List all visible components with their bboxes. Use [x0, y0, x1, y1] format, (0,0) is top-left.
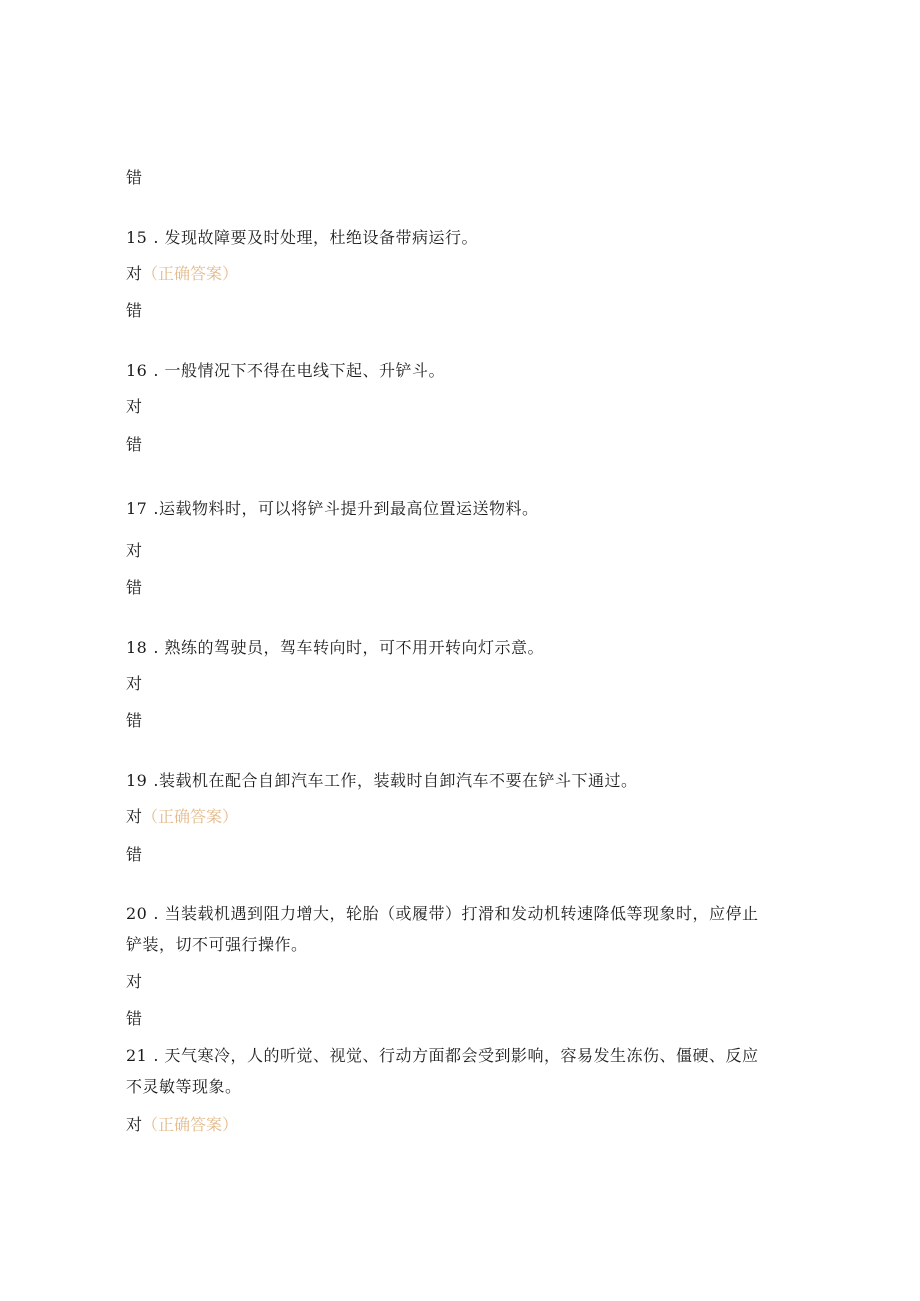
option-false[interactable]: 错 [126, 845, 143, 864]
option-true[interactable]: 对 [126, 674, 143, 693]
option-true[interactable]: 对（正确答案） [126, 1115, 239, 1134]
option-true[interactable]: 对 [126, 972, 143, 991]
question-text: 19 .装载机在配合自卸汽车工作，装载时自卸汽车不要在铲斗下通过。 [126, 771, 638, 790]
option-false[interactable]: 错 [126, 1009, 143, 1028]
question-text: 16 . 一般情况下不得在电线下起、升铲斗。 [126, 361, 446, 380]
option-true[interactable]: 对 [126, 397, 143, 416]
option-false[interactable]: 错 [126, 711, 143, 730]
correct-answer-hint: （正确答案） [142, 1115, 239, 1134]
question-text: 20 . 当装载机遇到阻力增大，轮胎（或履带）打滑和发动机转速降低等现象时，应停止铲装，切不可强行操作。 [126, 904, 759, 954]
question-text: 15 . 发现故障要及时处理，杜绝设备带病运行。 [126, 228, 479, 247]
option-false[interactable]: 错 [126, 301, 143, 320]
correct-answer-hint: （正确答案） [142, 807, 239, 826]
option-true[interactable]: 对 [126, 541, 143, 560]
option-false[interactable]: 错 [126, 578, 143, 597]
option-true[interactable]: 对（正确答案） [126, 807, 239, 826]
question-text: 18 . 熟练的驾驶员，驾车转向时，可不用开转向灯示意。 [126, 638, 545, 657]
question-text: 21 . 天气寒冷，人的听觉、视觉、行动方面都会受到影响，容易发生冻伤、僵硬、反应不灵敏等现象。 [126, 1046, 759, 1096]
option-false[interactable]: 错 [126, 168, 143, 187]
option-false[interactable]: 错 [126, 435, 143, 454]
question-text: 17 .运载物料时，可以将铲斗提升到最高位置运送物料。 [126, 499, 539, 518]
correct-answer-hint: （正确答案） [142, 264, 239, 283]
option-true[interactable]: 对（正确答案） [126, 264, 239, 283]
